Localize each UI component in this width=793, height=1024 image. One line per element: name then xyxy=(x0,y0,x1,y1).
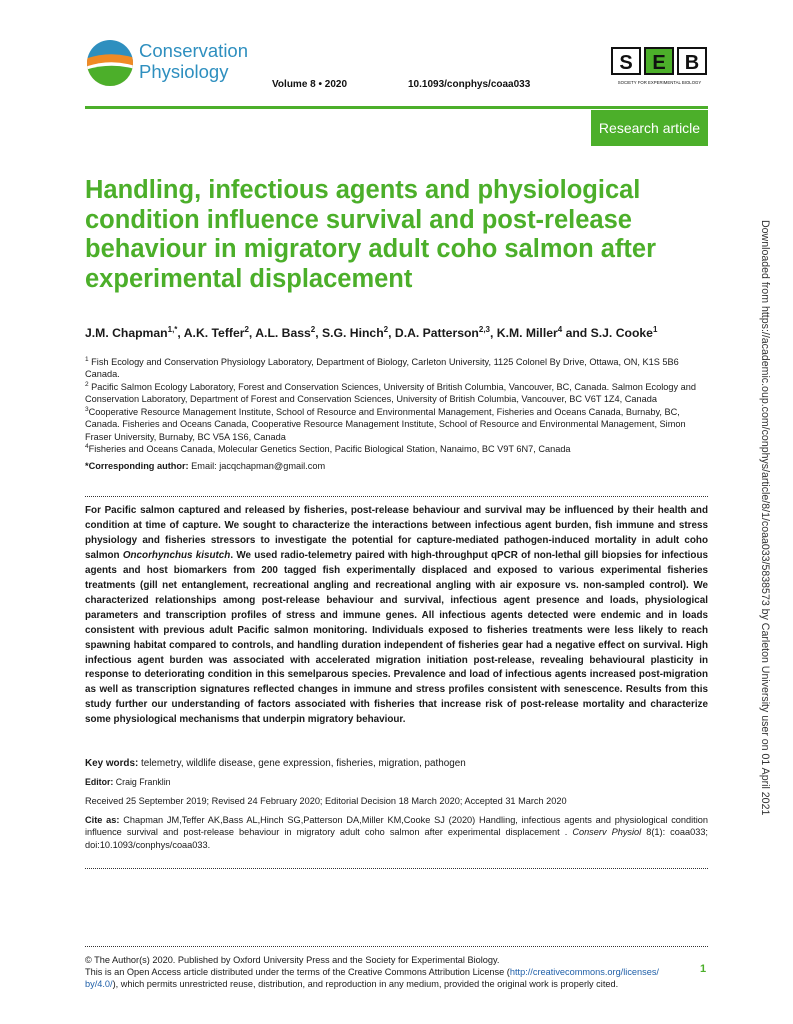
species-name: Oncorhynchus kisutch xyxy=(122,549,231,561)
society-letter-s: S xyxy=(619,52,633,74)
society-letter-b: B xyxy=(684,52,700,74)
author-separator: , xyxy=(490,326,497,341)
author-sup: 1,* xyxy=(167,325,178,334)
license-text: ), which permits unrestricted reuse, distribution, and reproduction in any medium, provided the original work is properly cited. xyxy=(112,978,619,989)
author-separator: , xyxy=(177,326,184,341)
affiliation-text: Cooperative Resource Management Institute, School of Resource and Environmental Management, Fisheries and Oceans Canada, Burnaby, BC, Canada. Fisheries and Oceans Canada, Cooperative Resource Management Institute, School of Resource and Environmental Management, Simon Fraser University, Burnaby, BC V5A 1S6, Canada xyxy=(85,407,686,442)
author-sup: 1 xyxy=(652,325,658,334)
journal-name xyxy=(139,40,248,82)
editor-name: Craig Franklin xyxy=(113,777,171,787)
journal-name-line1: Conservation xyxy=(139,40,249,61)
affiliation-text: Pacific Salmon Ecology Laboratory, Forest and Conservation Sciences, University of British Columbia, Vancouver, BC, Canada. Salmon Ecology and Conservation Laboratory, Department of Forest and Conservation Sciences, University of British Columbia, Vancouver, BC V6T 1Z4, Canada xyxy=(85,382,696,405)
author-name: A.K. Teffer xyxy=(183,326,245,341)
author-sup: 2 xyxy=(383,325,389,334)
author-sup: 2,3 xyxy=(478,325,490,334)
author-name: A.L. Bass xyxy=(255,326,311,341)
abstract xyxy=(85,504,708,728)
divider xyxy=(85,496,708,497)
affiliation-number: 3 xyxy=(85,406,89,413)
society-logo xyxy=(611,47,708,87)
affiliation-text: Fisheries and Oceans Canada, Molecular Genetics Section, Pacific Biological Station, Nanaimo, BC V9T 6N7, Canada xyxy=(88,444,571,455)
license-link[interactable]: http://creativecommons.org/licenses/ xyxy=(509,966,659,977)
author-name: J.M. Chapman xyxy=(85,326,168,341)
author-separator: and xyxy=(562,326,591,341)
article-type-badge: Research article xyxy=(591,110,708,146)
affiliation-number: 4 xyxy=(85,443,89,450)
download-note-text: Downloaded from https://academic.oup.com/conphys/article/8/1/coaa033/5838573 by Carleton University user on 01 April 2021 xyxy=(759,220,771,816)
affiliation-2 xyxy=(85,379,708,406)
license xyxy=(85,967,697,991)
affiliation-1 xyxy=(85,354,708,381)
keywords xyxy=(85,758,466,769)
citation-text: Chapman JM,Teffer AK,Bass AL,Hinch SG,Patterson DA,Miller KM,Cooke SJ (2020) Handling, infectious agents and physiological condition influence survival and post-release behaviour in migratory adult coho salmon after experimental displacement . xyxy=(85,815,708,838)
author-sup: 4 xyxy=(557,325,563,334)
society-name: SOCIETY FOR EXPERIMENTAL BIOLOGY xyxy=(617,80,702,85)
journal-name-line2: Physiology xyxy=(139,61,229,82)
author-separator: , xyxy=(315,326,323,341)
author-sup: 2 xyxy=(244,325,249,334)
affiliation-number: 1 xyxy=(85,356,89,363)
citation-tail: 8(1): coaa033; doi:10.1093/conphys/coaa033. xyxy=(85,827,708,850)
society-letter-e: E xyxy=(652,52,666,74)
author-list xyxy=(85,325,708,340)
citation-label: Cite as: xyxy=(85,815,120,825)
affiliation-4 xyxy=(85,441,708,455)
keywords-text: telemetry, wildlife disease, gene expression, fisheries, migration, pathogen xyxy=(138,758,466,769)
author-name: S.G. Hinch xyxy=(322,326,384,341)
volume-label: Volume 8 • 2020 xyxy=(272,79,348,90)
footer-divider xyxy=(85,946,708,947)
author-separator: , xyxy=(248,326,256,341)
copyright: © The Author(s) 2020. Published by Oxford University Press and the Society for Experimental Biology. xyxy=(85,955,500,965)
footer xyxy=(85,955,697,990)
author-separator: , xyxy=(388,326,395,341)
journal-logo xyxy=(85,38,135,88)
affiliation-number: 2 xyxy=(85,381,89,388)
citation xyxy=(85,814,708,851)
affiliation-text: Fish Ecology and Conservation Physiology Laboratory, Department of Biology, Carleton University, 1125 Colonel By Drive, Ottawa, ON, K1S 5B6 Canada. xyxy=(85,357,679,380)
abstract-text: . We used radio-telemetry paired with high-throughput qPCR of non-lethal gill biopsies for infectious agents and host biomarkers from 200 tagged fish experimentally displaced and exposed to various experimental fisheries treatments (gill net entanglement, recreational angling and recreational angling with air exposure vs. non-sampled control). We characterized relationships among post-release behaviour and survival, infectious agent presence and loads, physiological parameters and transcription profiles of stress and immune genes. All infectious agents detected were endemic and in loads consistent with previous adult Pacific salmon monitoring. Individuals exposed to fisheries treatments were less likely to reach spawning habitat compared to controls, and handling duration independent of fisheries gear had a negative effect on survival. High infectious agent burden was associated with accelerated migration initiation post-release, revealing behavioural plasticity in response to deteriorating condition in this semelparous species. Prevalence and load of infectious agents increased post-migration as well as transcription signatures reflected changes in immune and stress profiles consistent with senescence. Results from this study further our understanding of factors associated with fisheries that increase risk of post-release mortality and characterize some physiological mechanisms that underpin migratory behaviour. xyxy=(85,549,708,726)
corresponding-email: Email: jacqchapman@gmail.com xyxy=(188,461,326,471)
editor xyxy=(85,777,171,787)
corresponding-author xyxy=(85,461,325,471)
corresponding-label: *Corresponding author: xyxy=(85,461,189,471)
editor-label: Editor: xyxy=(85,777,114,787)
license-link[interactable]: by/4.0/ xyxy=(85,978,113,989)
history-dates: Received 25 September 2019; Revised 24 February 2020; Editorial Decision 18 March 2020; Accepted 31 March 2020 xyxy=(85,796,567,806)
citation-journal: Conserv Physiol xyxy=(572,827,642,838)
article-title: Handling, infectious agents and physiological condition influence survival and post-release behaviour in migratory adult coho salmon after experimental displacement xyxy=(85,176,657,293)
abstract-text: For Pacific salmon captured and released by fisheries, post-release behaviour and survival may be influenced by their health and condition at time of capture. We sought to characterize the interactions between infectious agent burden, fish immune and stress physiology and fisheries stressors to investigate the potential for capture-mediated pathogen-induced mortality in adult coho salmon xyxy=(85,505,708,561)
author-name: K.M. Miller xyxy=(496,326,558,341)
page-number: 1 xyxy=(700,963,707,975)
header-rule xyxy=(85,106,708,109)
author-sup: 2 xyxy=(310,325,316,334)
keywords-label: Key words: xyxy=(85,758,139,769)
doi-label: 10.1093/conphys/coaa033 xyxy=(408,79,531,90)
license-text: This is an Open Access article distributed under the terms of the Creative Commons Attribution License ( xyxy=(85,966,510,977)
affiliation-3 xyxy=(85,404,708,443)
divider xyxy=(85,868,708,869)
author-name: D.A. Patterson xyxy=(394,326,479,341)
author-name: S.J. Cooke xyxy=(590,326,653,341)
